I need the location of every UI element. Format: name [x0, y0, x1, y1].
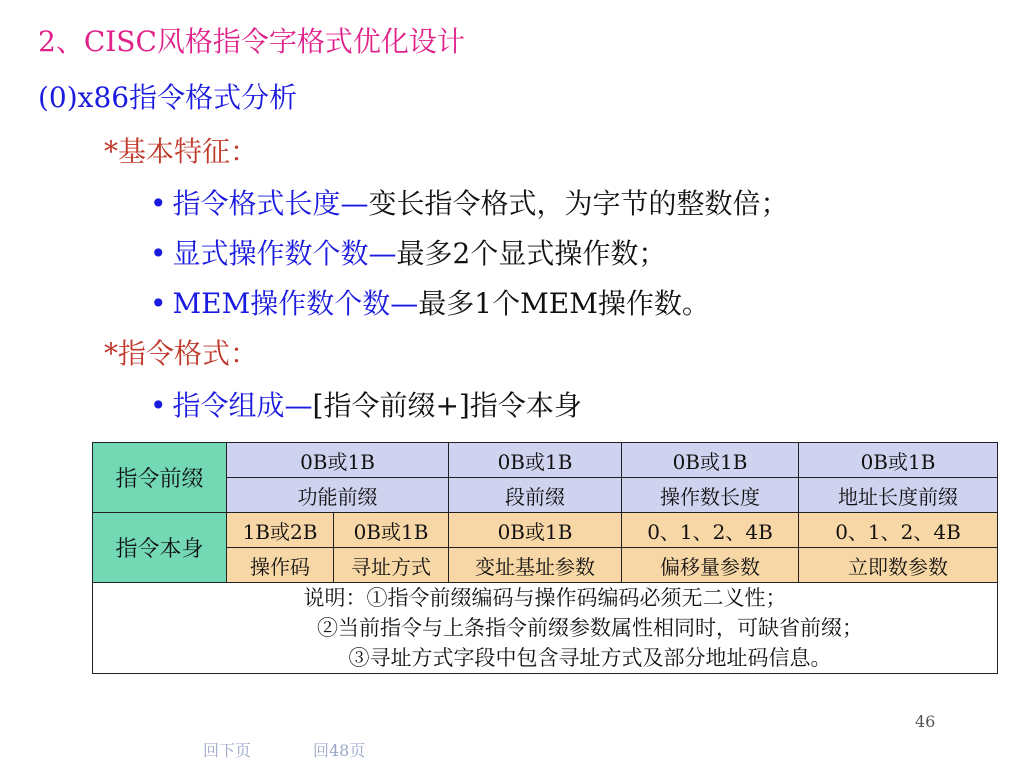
bullet-dot: • [150, 287, 167, 320]
bullet-text: [指令前缀+]指令本身 [312, 389, 582, 422]
bullet-dot: • [150, 187, 167, 220]
section-instruction-format: *指令格式： [104, 337, 259, 370]
note-line: 说明：①指令前缀编码与操作码编码必须无二义性； [303, 586, 787, 610]
body-label-cell: 指令本身 [93, 513, 227, 583]
instruction-format-table [92, 442, 998, 674]
bullet-label: 指令组成— [172, 389, 313, 422]
bullet-dot: • [150, 389, 167, 422]
notes-cell [93, 583, 998, 674]
table-cell: 立即数参数 [799, 548, 998, 583]
table-cell: 0、1、2、4B [622, 513, 799, 548]
slide-title: 2、CISC风格指令字格式优化设计 [38, 25, 465, 58]
bullet-item [150, 389, 582, 422]
table-row [93, 443, 998, 478]
bullet-label: 指令格式长度— [172, 187, 369, 220]
table-cell: 1B或2B [227, 513, 334, 548]
table-cell: 0B或1B [227, 443, 449, 478]
table-cell: 0B或1B [334, 513, 449, 548]
bullet-item [150, 287, 710, 320]
table-row [93, 548, 998, 583]
note-line: ②当前指令与上条指令前缀参数属性相同时，可缺省前缀； [317, 616, 863, 640]
table-cell: 0B或1B [449, 513, 622, 548]
table-cell: 0B或1B [622, 443, 799, 478]
page-number: 46 [915, 712, 936, 731]
bullet-dot: • [150, 237, 167, 270]
table-row [93, 478, 998, 513]
bullet-text: 最多1个MEM操作数。 [418, 287, 710, 320]
bullet-label: MEM操作数个数— [172, 287, 419, 320]
table-cell: 功能前缀 [227, 478, 449, 513]
prefix-label-cell: 指令前缀 [93, 443, 227, 513]
bullet-text: 变长指令格式，为字节的整数倍； [368, 187, 789, 220]
section-basic-features: *基本特征： [104, 135, 259, 168]
bullet-label: 显式操作数个数— [172, 237, 397, 270]
nav-goto-page-48-link[interactable]: 回48页 [313, 741, 366, 760]
table-cell: 偏移量参数 [622, 548, 799, 583]
table-cell: 0、1、2、4B [799, 513, 998, 548]
table-row [93, 583, 998, 674]
table-cell: 操作码 [227, 548, 334, 583]
table-cell: 0B或1B [449, 443, 622, 478]
table-cell: 地址长度前缀 [799, 478, 998, 513]
table-cell: 0B或1B [799, 443, 998, 478]
table-cell: 段前缀 [449, 478, 622, 513]
bullet-item [150, 237, 667, 270]
subtitle: (0)x86指令格式分析 [38, 81, 298, 114]
bullet-text: 最多2个显式操作数； [396, 237, 667, 270]
table-cell: 变址基址参数 [449, 548, 622, 583]
table-cell: 寻址方式 [334, 548, 449, 583]
nav-next-page-link[interactable]: 回下页 [203, 741, 252, 760]
table-cell: 操作数长度 [622, 478, 799, 513]
bullet-item [150, 187, 789, 220]
table-row [93, 513, 998, 548]
note-line: ③寻址方式字段中包含寻址方式及部分地址码信息。 [348, 646, 832, 670]
